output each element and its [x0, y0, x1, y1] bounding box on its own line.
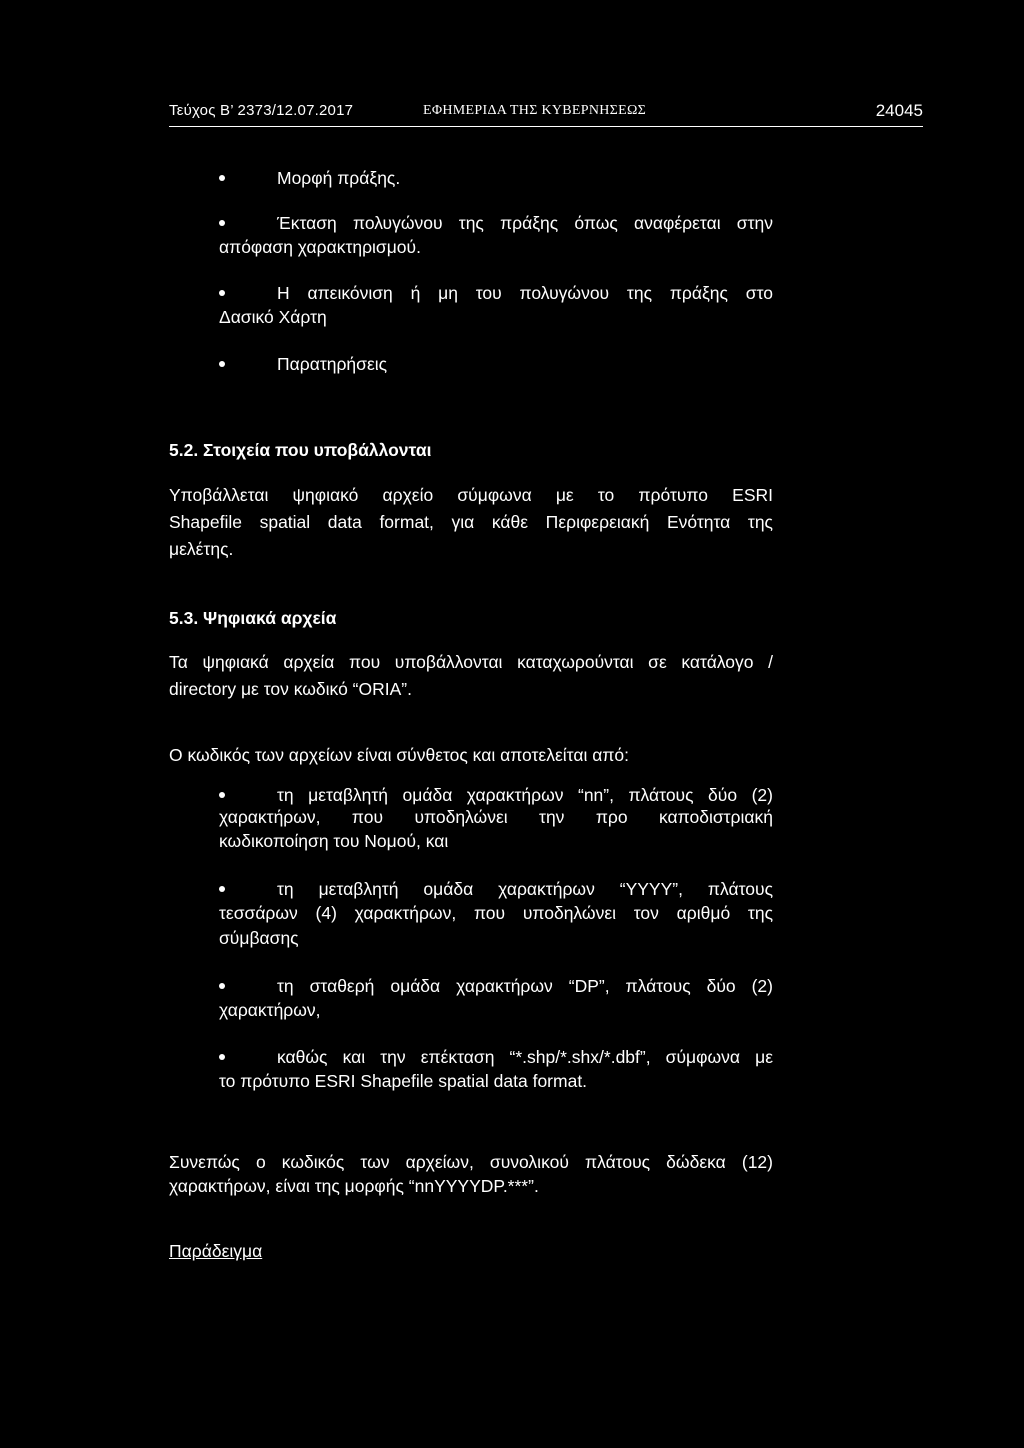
paragraph-line: Υποβάλλεται ψηφιακό αρχείο σύμφωνα με το πρότυπο ESRI	[169, 485, 773, 505]
list-item-continuation: το πρότυπο ESRI Shapefile spatial data format.	[219, 1071, 588, 1091]
paragraph-line: directory με τον κωδικό “ORIA”.	[169, 679, 412, 699]
paragraph-intro: Ο κωδικός των αρχείων είναι σύνθετος και αποτελείται από:	[169, 745, 629, 765]
list-item-continuation: κωδικοποίηση του Νομού, και	[219, 831, 449, 851]
bullet-icon	[219, 175, 225, 181]
list-item: τη μεταβλητή ομάδα χαρακτήρων “nn”, πλάτους δύο (2)	[277, 785, 773, 805]
summary-line: χαρακτήρων, είναι της μορφής “nnYYYYDP.***”.	[169, 1176, 539, 1196]
example-heading: Παράδειγμα	[169, 1241, 263, 1261]
issue-number: Τεύχος Β’ 2373/12.07.2017	[169, 102, 354, 119]
list-item: τη σταθερή ομάδα χαρακτήρων “DP”, πλάτους δύο (2)	[277, 976, 773, 996]
list-item-continuation: τεσσάρων (4) χαρακτήρων, που υποδηλώνει τον αριθμό της	[219, 903, 773, 923]
page-header	[169, 100, 923, 127]
list-item-continuation: Δασικό Χάρτη	[219, 307, 327, 327]
bullet-icon	[219, 886, 225, 892]
gazette-title: ΕΦΗΜΕΡΙΔΑ ΤΗΣ ΚΥΒΕΡΝΗΣΕΩΣ	[423, 103, 647, 118]
bullet-icon	[219, 220, 225, 226]
paragraph-line: Shapefile spatial data format, για κάθε Περιφερειακή Ενότητα της	[169, 512, 773, 532]
summary-line: Συνεπώς ο κωδικός των αρχείων, συνολικού πλάτους δώδεκα (12)	[169, 1152, 773, 1172]
list-item: Έκταση πολυγώνου της πράξης όπως αναφέρεται στην	[277, 213, 773, 233]
list-item: Η απεικόνιση ή μη του πολυγώνου της πράξης στο	[277, 283, 773, 303]
list-item-continuation: χαρακτήρων,	[219, 1000, 321, 1020]
bullet-icon	[219, 1054, 225, 1060]
list-item: Μορφή πράξης.	[277, 168, 401, 188]
bullet-icon	[219, 792, 225, 798]
section-heading-5-2: 5.2. Στοιχεία που υποβάλλονται	[169, 440, 432, 460]
list-item: τη μεταβλητή ομάδα χαρακτήρων “YYYY”, πλάτους	[277, 879, 773, 899]
section-heading-5-3: 5.3. Ψηφιακά αρχεία	[169, 608, 337, 628]
bullet-icon	[219, 361, 225, 367]
bullet-icon	[219, 290, 225, 296]
list-item-continuation: σύμβασης	[219, 928, 299, 948]
list-item: Παρατηρήσεις	[277, 354, 388, 374]
paragraph-line: μελέτης.	[169, 539, 234, 559]
bullet-icon	[219, 983, 225, 989]
list-item: καθώς και την επέκταση “*.shp/*.shx/*.dbf”, σύμφωνα με	[277, 1047, 773, 1067]
list-item-continuation: απόφαση χαρακτηρισμού.	[219, 237, 421, 257]
paragraph-line: Τα ψηφιακά αρχεία που υποβάλλονται καταχωρούνται σε κατάλογο /	[169, 652, 773, 672]
page-number: 24045	[875, 101, 923, 120]
list-item-continuation: χαρακτήρων, που υποδηλώνει την προ καποδιστριακή	[219, 807, 773, 827]
